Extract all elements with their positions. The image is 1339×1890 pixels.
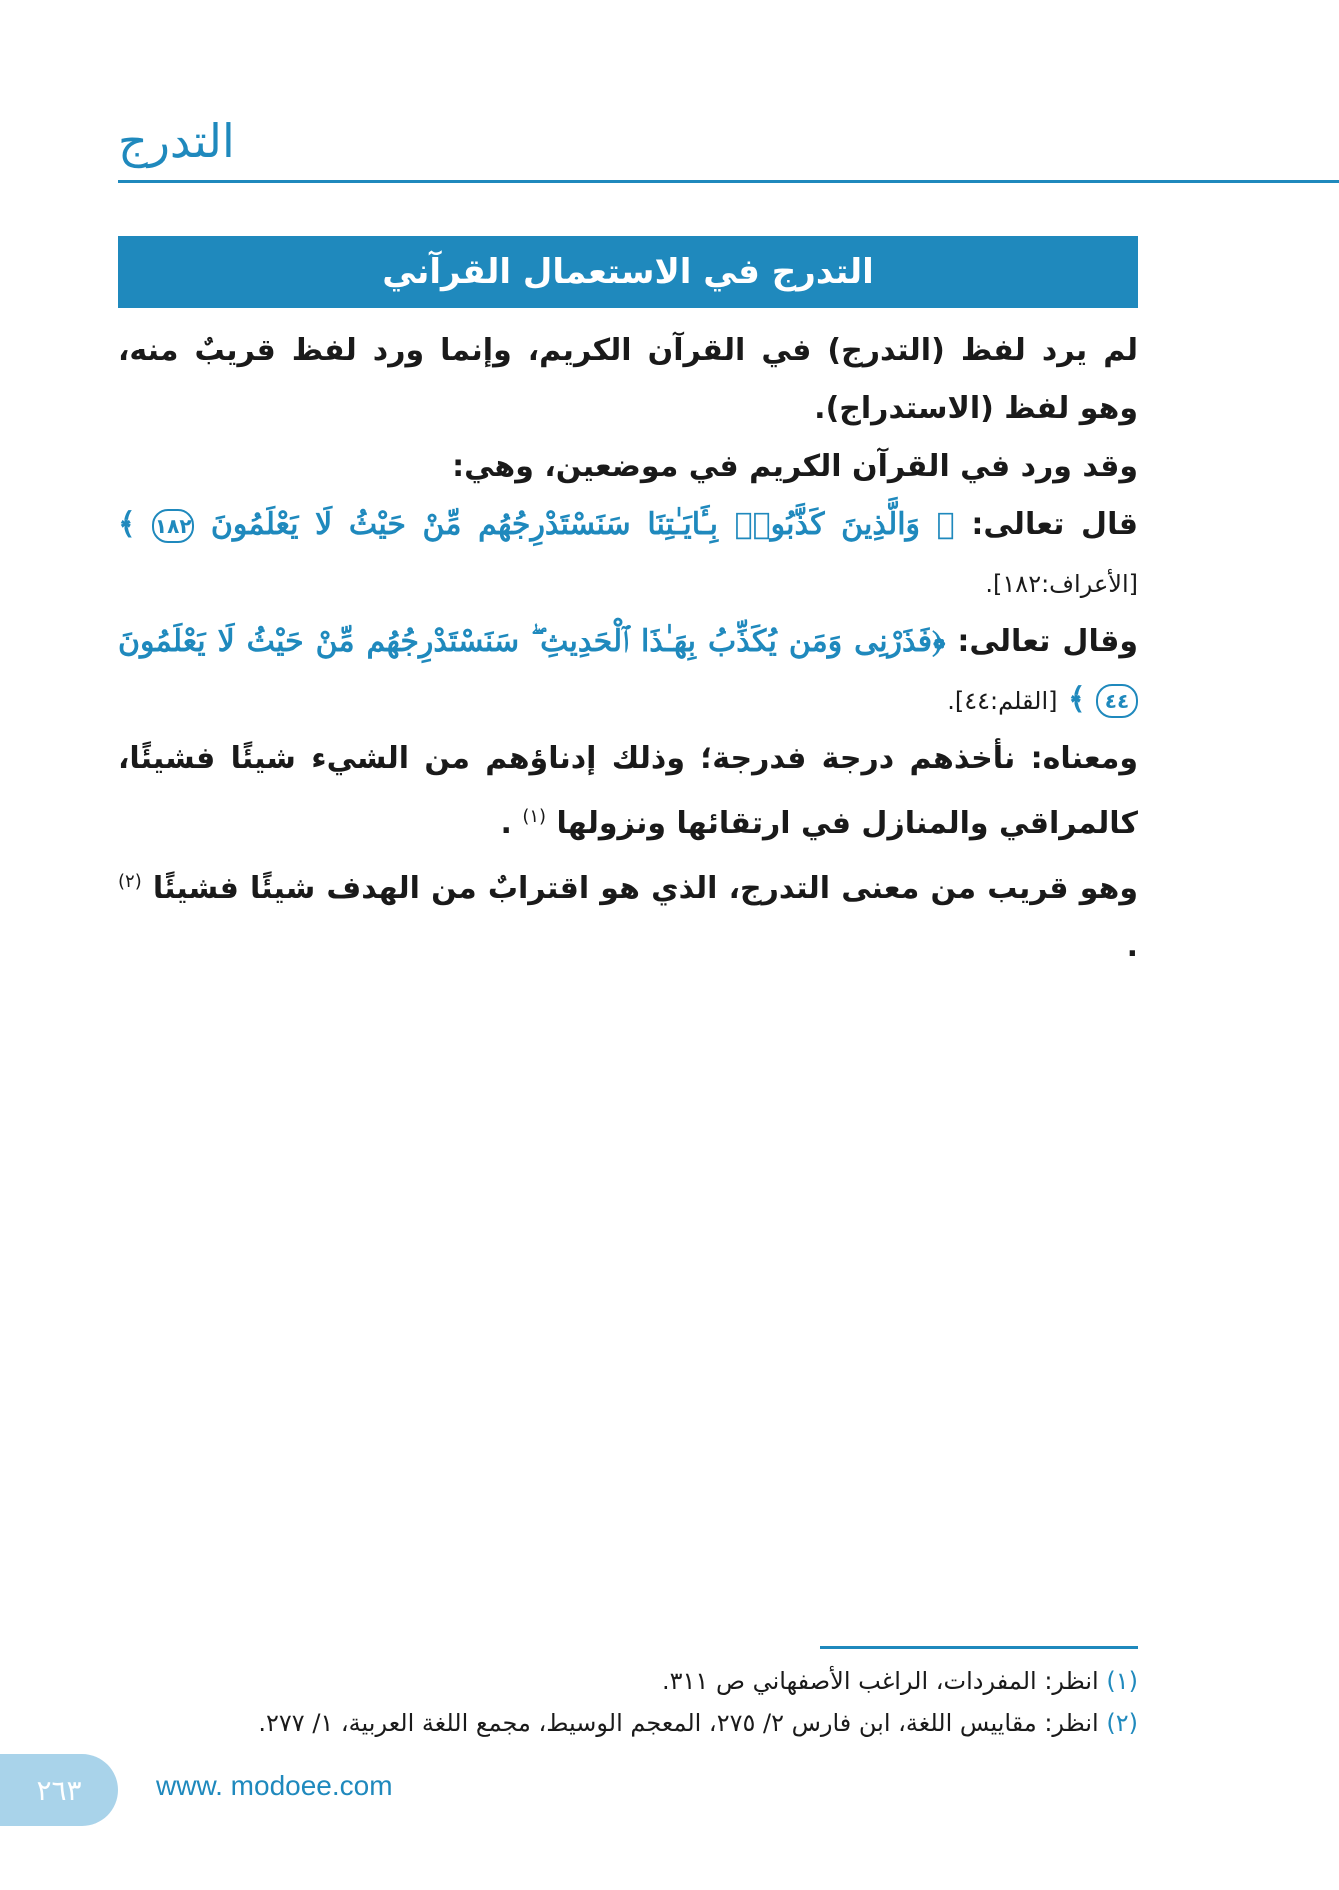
footnote-divider [820,1646,1138,1649]
verse-2-intro: وقال تعالى: [957,624,1138,659]
header-rule [118,180,1339,183]
verse-1-close: ﴾ [118,507,136,542]
verse-line-2 [118,613,1138,730]
footnote-2 [118,1702,1138,1744]
footnote-1-number: (١) [1106,1667,1138,1695]
paragraph-4 [118,853,1138,976]
footnotes [118,1660,1138,1744]
footnote-1 [118,1660,1138,1702]
verse-line-1 [118,496,1138,613]
footnote-1-text: انظر: المفردات، الراغب الأصفهاني ص ٣١١. [662,1667,1099,1695]
footnote-2-text: انظر: مقاييس اللغة، ابن فارس ٢/ ٢٧٥، المعجم الوسيط، مجمع اللغة العربية، ١/ ٢٧٧. [258,1709,1099,1737]
section-title: التدرج في الاستعمال القرآني [382,252,874,292]
verse-2-number: ٤٤ [1096,684,1138,718]
footnote-ref-1[interactable]: (١) [522,806,547,827]
paragraph-3-end: . [500,806,512,841]
website-link[interactable]: www. modoee.com [156,1770,393,1801]
footnote-ref-2[interactable]: (٢) [118,871,142,892]
paragraph-4-end: . [1126,929,1138,964]
verse-1-text: ﴿ وَالَّذِينَ كَذَّبُوا۟ بِـَٔايَـٰتِنَا سَنَسْتَدْرِجُهُم مِّنْ حَيْثُ لَا يَعْلَمُونَ [210,507,955,542]
verse-2-close: ﴾ [1067,682,1086,717]
paragraph-3 [118,730,1138,853]
paragraph-4-text: وهو قريب من معنى التدرج، الذي هو اقترابٌ من الهدف شيئًا فشيئًا [152,871,1138,906]
page-number-tab [0,1754,118,1826]
body-text [118,322,1138,976]
paragraph-1: لم يرد لفظ (التدرج) في القرآن الكريم، وإنما ورد لفظ قريبٌ منه، وهو لفظ (الاستدراج). [118,333,1138,426]
paragraph-3-text: ومعناه: نأخذهم درجة فدرجة؛ وذلك إدناؤهم من الشيء شيئًا فشيئًا، كالمراقي والمنازل في ارتقائها ونزولها [118,741,1138,841]
section-title-banner [118,236,1138,308]
verse-1-number: ١٨٢ [152,509,194,543]
paragraph-2: وقد ورد في القرآن الكريم في موضعين، وهي: [452,449,1138,484]
verse-2-text: ﴿فَذَرْنِى وَمَن يُكَذِّبُ بِهَـٰذَا ٱلْحَدِيثِ ۖ سَنَسْتَدْرِجُهُم مِّنْ حَيْثُ لَا يَعْلَمُونَ [118,624,946,659]
footnote-2-number: (٢) [1106,1709,1138,1737]
page-header-title: التدرج [118,114,235,168]
verse-2-reference: [القلم:٤٤]. [947,687,1058,715]
verse-1-reference: [الأعراف:١٨٢]. [985,570,1138,598]
page-number: ٢٦٣ [36,1773,82,1807]
verse-1-intro: قال تعالى: [971,507,1138,542]
